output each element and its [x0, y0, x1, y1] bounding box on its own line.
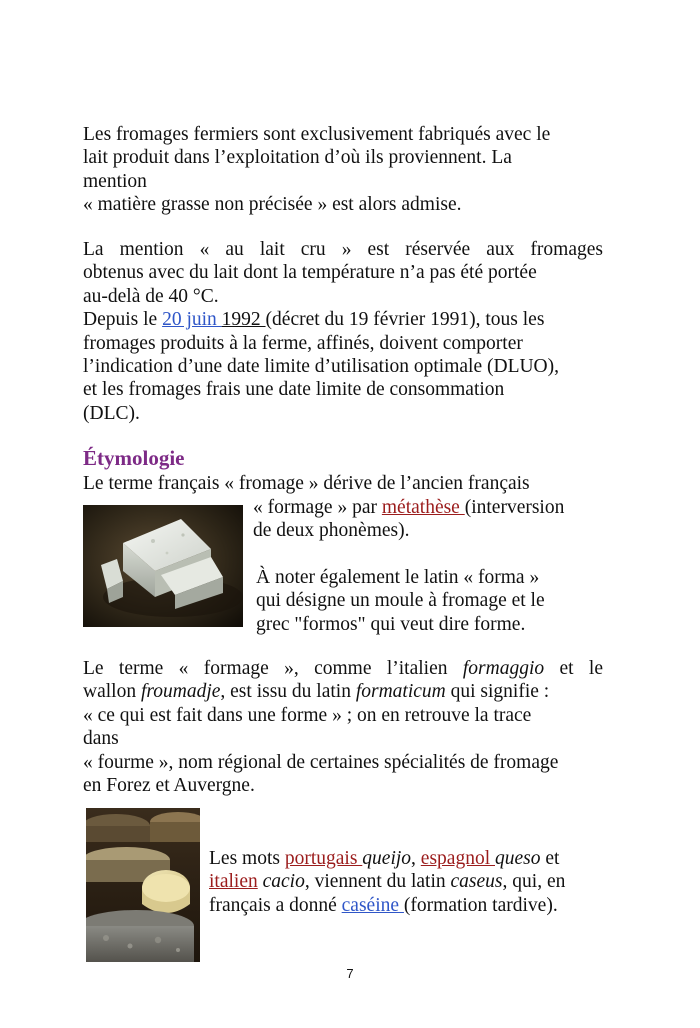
text-fragment: « formage » par [253, 497, 382, 518]
metathese-link[interactable]: métathèse [381, 497, 465, 518]
text-line: À noter également le latin « forma » [256, 567, 540, 588]
text-line: au-delà de 40 °C. [83, 285, 219, 307]
text-fragment: Les mots [209, 848, 285, 869]
italic-term: formaticum [355, 681, 446, 703]
text-line: et les fromages frais une date limite de consommation [83, 379, 505, 401]
text-fragment: (interversion [464, 497, 565, 518]
text-fragment: (formation tardive). [403, 894, 558, 916]
text-line: La mention « au lait cru » est réservée aux fromages [83, 239, 603, 260]
caseine-link[interactable]: caséine [341, 894, 404, 916]
cheese-wheels-photo [86, 808, 200, 962]
year-1992: 1992 [221, 309, 266, 331]
feta-cheese-photo [83, 505, 243, 627]
text-fragment: qui signifie : [445, 681, 550, 703]
cheese-wheels-image [86, 808, 200, 962]
text-line [83, 680, 603, 703]
italien-link[interactable]: italien [209, 871, 258, 893]
text-line [209, 894, 604, 917]
espagnol-link[interactable]: espagnol [420, 848, 495, 869]
text-fragment: , viennent du latin [304, 871, 451, 893]
text-line: obtenus avec du lait dont la température n’a pas été portée [83, 262, 537, 284]
text-line: dans [83, 728, 119, 750]
text-line: l’indication d’une date limite d’utilisation optimale (DLUO), [83, 356, 560, 378]
paragraph-terme-formage [83, 657, 603, 797]
text-fragment: Depuis le [83, 309, 163, 331]
portugais-link[interactable]: portugais [284, 848, 363, 869]
text-line [209, 847, 604, 870]
paragraph-lait-cru [83, 238, 603, 425]
text-line [209, 870, 604, 893]
text-line: en Forez et Auvergne. [83, 775, 255, 797]
text-line: fromages produits à la ferme, affinés, doivent comporter [83, 332, 523, 354]
text-line: lait produit dans l’exploitation d’où ils proviennent. La [83, 147, 512, 169]
text-fragment: et le [544, 658, 603, 679]
text-fragment: (décret du 19 février 1991), tous les [265, 309, 545, 331]
italic-term: froumadje [140, 681, 221, 703]
italic-term: formaggio [462, 658, 545, 679]
text-line [83, 308, 603, 331]
text-line: Les fromages fermiers sont exclusivement fabriqués avec le [83, 124, 551, 145]
date-link-20-juin[interactable]: 20 juin [162, 309, 222, 331]
italic-term: queijo [362, 848, 412, 869]
text-line: « fourme », nom régional de certaines spécialités de fromage [83, 751, 559, 773]
italic-term: caseus [450, 871, 503, 893]
text-fragment: , qui, en [502, 871, 566, 893]
text-line: Le terme français « fromage » dérive de l’ancien français [83, 473, 530, 494]
section-heading-etymologie: Étymologie [83, 446, 185, 470]
text-line [253, 496, 603, 519]
text-fragment: Le terme « formage », comme l’italien [83, 658, 463, 679]
text-fragment: wallon [83, 681, 141, 703]
etymology-metathese [253, 496, 603, 543]
text-line: mention [83, 170, 147, 192]
text-line: « matière grasse non précisée » est alors admise. [83, 194, 462, 216]
text-fragment: français a donné [209, 894, 342, 916]
text-fragment: et [540, 848, 560, 869]
etymology-intro [83, 472, 603, 495]
text-fragment: , [411, 848, 421, 869]
text-line [83, 657, 603, 680]
text-line: qui désigne un moule à fromage et le [256, 590, 545, 612]
text-line: (DLC). [83, 402, 140, 424]
text-line: de deux phonèmes). [253, 520, 410, 542]
paragraph-les-mots [209, 847, 604, 917]
paragraph-fromages-fermiers [83, 123, 603, 217]
feta-cheese-image [83, 505, 243, 627]
text-fragment: , est issu du latin [220, 681, 356, 703]
text-line: grec "formos" qui veut dire forme. [256, 613, 526, 635]
etymology-forma-note [256, 566, 603, 636]
italic-term: queso [495, 848, 541, 869]
text-line: « ce qui est fait dans une forme » ; on en retrouve la trace [83, 704, 532, 726]
italic-term: cacio [262, 871, 305, 893]
page-number: 7 [346, 966, 354, 981]
